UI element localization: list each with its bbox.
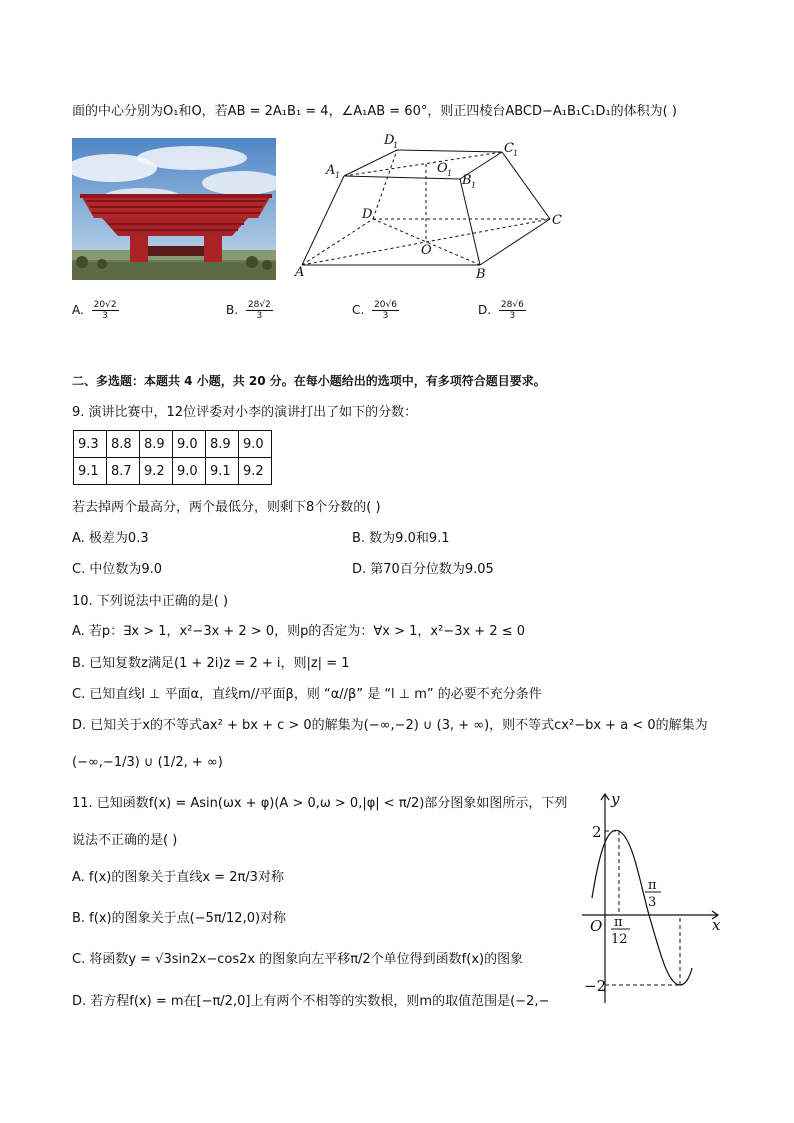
svg-text:1: 1 xyxy=(447,169,453,178)
q11-option-d[interactable]: D. 若方程f(x) = m在[−π/2,0]上有两个不相等的实数根，则m的取值范围是(−2,− xyxy=(72,994,550,1009)
x-zero-den: 3 xyxy=(648,895,657,910)
y-min-label: −2 xyxy=(584,977,607,995)
table-cell: 9.3 xyxy=(74,431,107,458)
frustum-diagram xyxy=(290,128,580,280)
q8-stem: 面的中心分别为O₁和O，若AB = 2A₁B₁ = 4，∠A₁AB = 60°，则正四棱台ABCD−A₁B₁C₁D₁的体积为( ) xyxy=(72,104,677,119)
table-cell: 9.1 xyxy=(206,458,239,485)
svg-text:1: 1 xyxy=(513,149,519,158)
label-C1: C xyxy=(504,141,514,156)
svg-text:1: 1 xyxy=(471,181,477,190)
q9-option-c[interactable]: C. 中位数为9.0 xyxy=(72,562,163,577)
label-A: A xyxy=(295,265,305,280)
x-zero-num: π xyxy=(648,878,657,893)
q9-follow: 若去掉两个最高分，两个最低分，则剩下8个分数的( ) xyxy=(72,500,381,515)
q11-option-a[interactable]: A. f(x)的图象关于直线x = 2π/3对称 xyxy=(72,870,284,885)
q9-option-b[interactable]: B. 数为9.0和9.1 xyxy=(352,531,450,546)
q10-option-d-cont: (−∞,−1/3) ∪ (1/2, + ∞) xyxy=(72,755,223,770)
q10-option-b[interactable]: B. 已知复数z满足(1 + 2i)z = 2 + i，则|z| = 1 xyxy=(72,656,350,671)
q8-option-c[interactable]: C. $\frac{20√6}{3}$ xyxy=(352,300,397,321)
q11-option-c[interactable]: C. 将函数y = √3sin2x−cos2x 的图象向左平移π/2个单位得到函数f(x)的图象 xyxy=(72,952,524,967)
q8-option-b[interactable]: B. $\frac{28√2}{3}$ xyxy=(226,300,271,321)
table-cell: 9.1 xyxy=(74,458,107,485)
q10-stem: 10. 下列说法中正确的是( ) xyxy=(72,594,229,609)
table-cell: 9.2 xyxy=(140,458,173,485)
label-O: O xyxy=(421,243,432,258)
q11-option-b[interactable]: B. f(x)的图象关于点(−5π/12,0)对称 xyxy=(72,911,287,926)
table-cell: 9.0 xyxy=(173,458,206,485)
q9-stem: 9. 演讲比赛中，12位评委对小李的演讲打出了如下的分数： xyxy=(72,405,418,420)
label-A1: A xyxy=(326,163,336,178)
q10-option-a[interactable]: A. 若p：∃x > 1，x²−3x + 2 > 0，则p的否定为：∀x > 1，x²−3x + 2 ≤ 0 xyxy=(72,624,526,639)
table-row xyxy=(74,431,272,458)
label-B: B xyxy=(476,267,486,280)
pavilion-photo xyxy=(72,138,276,280)
table-cell: 9.2 xyxy=(239,458,272,485)
y-axis-label: y xyxy=(611,790,620,808)
table-row xyxy=(74,458,272,485)
score-table xyxy=(73,430,272,485)
origin-label: O xyxy=(590,917,603,935)
x-peak-den: 12 xyxy=(611,932,628,947)
label-C: C xyxy=(552,213,562,228)
table-cell: 8.9 xyxy=(206,431,239,458)
table-cell: 9.0 xyxy=(239,431,272,458)
section-heading: 二、多选题：本题共 4 小题，共 20 分。在每小题给出的选项中，有多项符合题目要求。 xyxy=(72,374,546,388)
q11-stem: 11. 已知函数f(x) = Asin(ωx + φ)(A > 0,ω > 0,|φ| < π/2)部分图象如图所示，下列 xyxy=(72,796,568,811)
q10-option-d[interactable]: D. 已知关于x的不等式ax² + bx + c > 0的解集为(−∞,−2) ∪ (3, + ∞)，则不等式cx²−bx + a < 0的解集为 xyxy=(72,718,708,733)
y-max-label: 2 xyxy=(592,823,602,841)
sine-graph xyxy=(578,788,728,1008)
label-D1: D xyxy=(384,133,395,148)
q10-option-c[interactable]: C. 已知直线l ⊥ 平面α，直线m//平面β，则 “α//β” 是 “l ⊥ m” 的必要不充分条件 xyxy=(72,687,542,702)
svg-text:1: 1 xyxy=(335,171,341,180)
q9-option-a[interactable]: A. 极差为0.3 xyxy=(72,531,149,546)
q9-option-d[interactable]: D. 第70百分位数为9.05 xyxy=(352,562,494,577)
label-D: D xyxy=(362,207,373,222)
q8-option-d[interactable]: D. $\frac{28√6}{3}$ xyxy=(478,300,524,321)
q8-option-a[interactable]: A. $\frac{20√2}{3}$ xyxy=(72,300,117,321)
table-cell: 9.0 xyxy=(173,431,206,458)
table-cell: 8.7 xyxy=(107,458,140,485)
q11-stem-2: 说法不正确的是( ) xyxy=(72,833,178,848)
svg-text:1: 1 xyxy=(393,141,399,150)
table-cell: 8.8 xyxy=(107,431,140,458)
table-cell: 8.9 xyxy=(140,431,173,458)
label-B1: B xyxy=(462,173,472,188)
x-axis-label: x xyxy=(712,916,721,934)
pavilion-image xyxy=(72,138,276,280)
label-O1: O xyxy=(437,161,448,176)
x-peak-num: π xyxy=(614,915,623,930)
